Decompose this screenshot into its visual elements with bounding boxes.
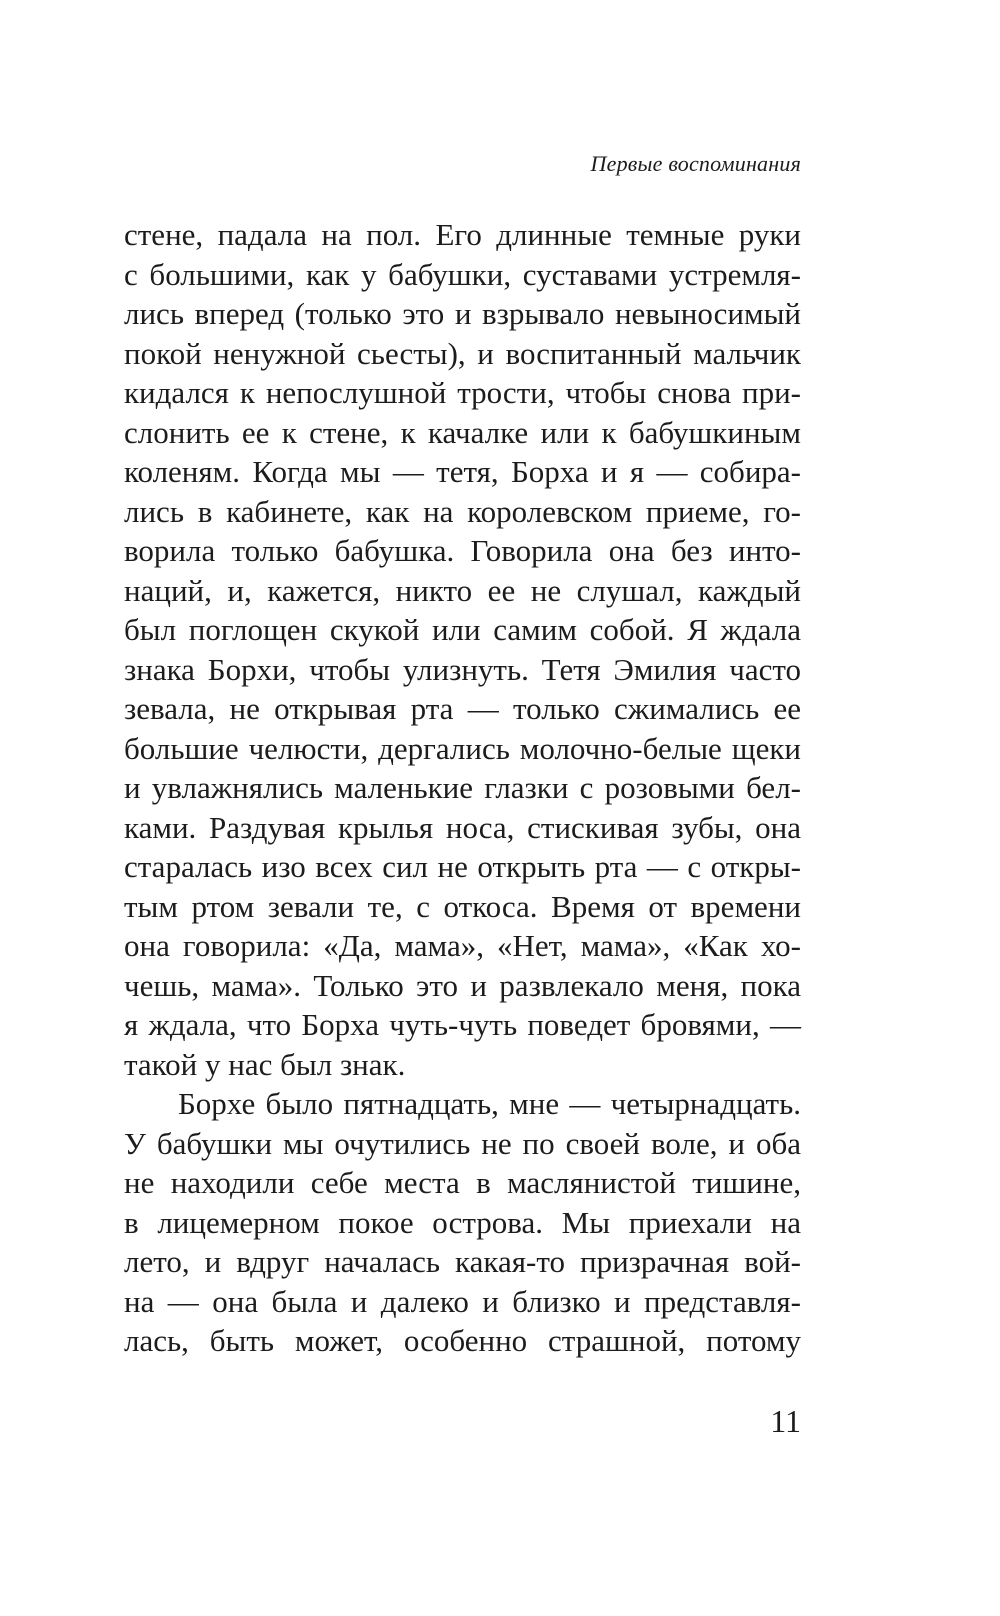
text-line: кидался к непослушной трости, чтобы снова при- <box>124 375 801 410</box>
paragraph-first-line: Борхе было пятнадцать, мне — четырнадцать. <box>178 1086 801 1121</box>
text-line: лись вперед (только это и взрывало невыносимый <box>124 296 801 331</box>
text-line: слонить ее к стене, к качалке или к бабушкиным <box>124 414 801 450</box>
page-number: 11 <box>770 1403 801 1439</box>
body-text <box>124 215 801 1361</box>
text-line: лето, и вдруг началась какая-то призрачная вой- <box>124 1244 801 1279</box>
text-line: лись в кабинете, как на королевском приеме, го- <box>124 493 801 529</box>
text-line: с большими, как у бабушки, суставами устремля- <box>124 256 801 292</box>
text-line: ворила только бабушка. Говорила она без инто- <box>124 533 801 568</box>
text-line: она говорила: «Да, мама», «Нет, мама», «Как хо- <box>124 928 801 963</box>
text-line: на — она была и далеко и близко и представля- <box>124 1283 801 1319</box>
running-head: Первые воспоминания <box>590 151 801 176</box>
text-line: зевала, не открывая рта — только сжимались ее <box>124 691 801 726</box>
text-line: большие челюсти, дергались молочно-белые щеки <box>124 730 801 766</box>
text-line: покой ненужной сьесты), и воспитанный мальчик <box>124 335 801 371</box>
text-line: старалась изо всех сил не открыть рта — с откры- <box>124 849 801 884</box>
text-line: лась, быть может, особенно страшной, потому <box>124 1323 801 1358</box>
text-line: коленям. Когда мы — тетя, Борха и я — собира- <box>124 454 801 489</box>
paragraph-end-line: такой у нас был знак. <box>124 1046 406 1082</box>
text-line: ками. Раздувая крылья носа, стискивая зубы, она <box>124 809 801 845</box>
text-line: и увлажнялись маленькие глазки с розовыми бел- <box>124 770 801 805</box>
text-line: не находили себе места в маслянистой тишине, <box>124 1165 801 1200</box>
text-line: был поглощен скукой или самим собой. Я ждала <box>124 612 801 647</box>
text-line: в лицемерном покое острова. Мы приехали на <box>124 1204 801 1240</box>
text-line: У бабушки мы очутились не по своей воле, и оба <box>124 1125 801 1161</box>
text-line: стене, падала на пол. Его длинные темные руки <box>124 217 801 252</box>
text-line: я ждала, что Борха чуть-чуть поведет бровями, — <box>124 1007 801 1042</box>
text-line: чешь, мама». Только это и развлекало меня, пока <box>124 967 801 1003</box>
text-line: тым ртом зевали те, с откоса. Время от времени <box>124 888 801 924</box>
text-line: знака Борхи, чтобы улизнуть. Тетя Эмилия часто <box>124 651 801 687</box>
text-line: наций, и, кажется, никто ее не слушал, каждый <box>124 572 801 608</box>
